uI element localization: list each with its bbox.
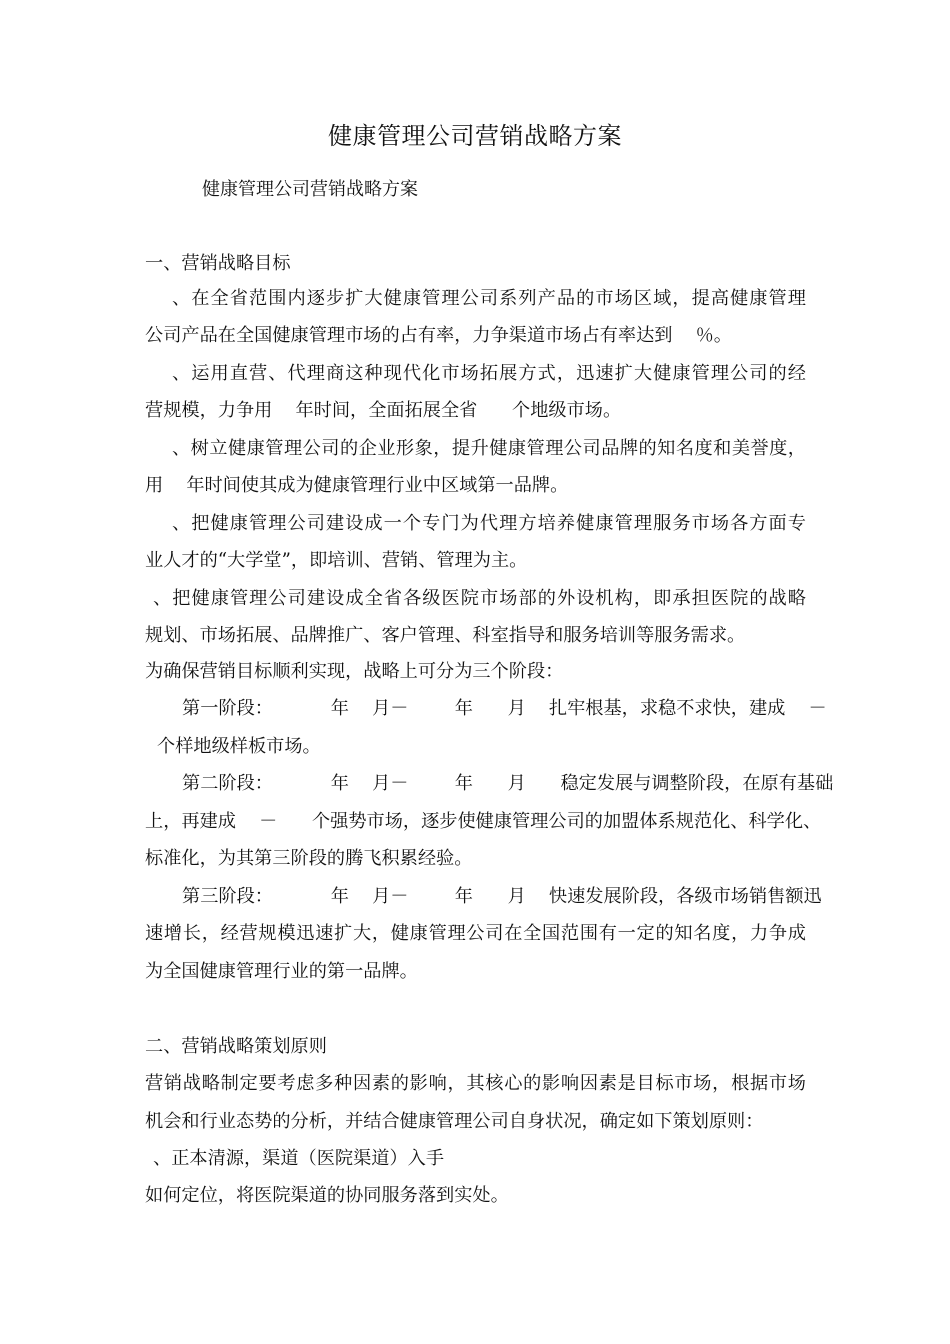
- paragraph-line: 规划、市场拓展、品牌推广、客户管理、科室指导和服务培训等服务需求。: [145, 625, 746, 646]
- paragraph-line: 、把健康管理公司建设成一个专门为代理方培养健康管理服务市场各方面专: [172, 513, 806, 534]
- stage-two-line: 第二阶段： 年 月－ 年 月 稳定发展与调整阶段，在原有基础: [182, 773, 834, 794]
- paragraph-line: 、在全省范围内逐步扩大健康管理公司系列产品的市场区域，提高健康管理: [172, 288, 806, 309]
- paragraph-line: 如何定位，将医院渠道的协同服务落到实处。: [145, 1185, 509, 1206]
- paragraph-line: 、把健康管理公司建设成全省各级医院市场部的外设机构，即承担医院的战略: [153, 588, 806, 609]
- paragraph-line: 、树立健康管理公司的企业形象，提升健康管理公司品牌的知名度和美誉度，: [172, 438, 806, 459]
- page-subtitle: 健康管理公司营销战略方案: [202, 179, 418, 200]
- section-heading-1: 一、营销战略目标: [145, 253, 291, 274]
- stage-three-line: 第三阶段： 年 月－ 年 月 快速发展阶段，各级市场销售额迅: [182, 886, 822, 907]
- stage-three-line: 为全国健康管理行业的第一品牌。: [145, 961, 418, 982]
- paragraph-line: 机会和行业态势的分析，并结合健康管理公司自身状况，确定如下策划原则：: [145, 1111, 764, 1132]
- paragraph-line: 、运用直营、代理商这种现代化市场拓展方式，迅速扩大健康管理公司的经: [172, 363, 806, 384]
- stage-one-line: 个样地级样板市场。: [157, 736, 321, 757]
- section-heading-2: 二、营销战略策划原则: [145, 1036, 327, 1057]
- paragraph-line: 用 年时间使其成为健康管理行业中区域第一品牌。: [145, 475, 569, 496]
- stage-two-line: 上，再建成 － 个强势市场，逐步使健康管理公司的加盟体系规范化、科学化、: [145, 811, 822, 832]
- paragraph-line: 、正本清源，渠道（医院渠道）入手: [153, 1148, 445, 1169]
- paragraph-line: 公司产品在全国健康管理市场的占有率，力争渠道市场占有率达到 ％。: [145, 325, 732, 346]
- stage-one-line: 第一阶段： 年 月－ 年 月 扎牢根基，求稳不求快，建成 －: [182, 698, 827, 719]
- page-title: 健康管理公司营销战略方案: [328, 122, 622, 150]
- paragraph-line: 营销战略制定要考虑多种因素的影响，其核心的影响因素是目标市场，根据市场: [145, 1073, 806, 1094]
- paragraph-line: 业人才的“大学堂”，即培训、营销、管理为主。: [145, 550, 528, 571]
- stage-three-line: 速增长，经营规模迅速扩大，健康管理公司在全国范围有一定的知名度，力争成: [145, 923, 806, 944]
- stage-two-line: 标准化，为其第三阶段的腾飞积累经验。: [145, 848, 473, 869]
- paragraph-line: 营规模，力争用 年时间，全面拓展全省 个地级市场。: [145, 400, 622, 421]
- paragraph-line: 为确保营销目标顺利实现，战略上可分为三个阶段：: [145, 661, 564, 682]
